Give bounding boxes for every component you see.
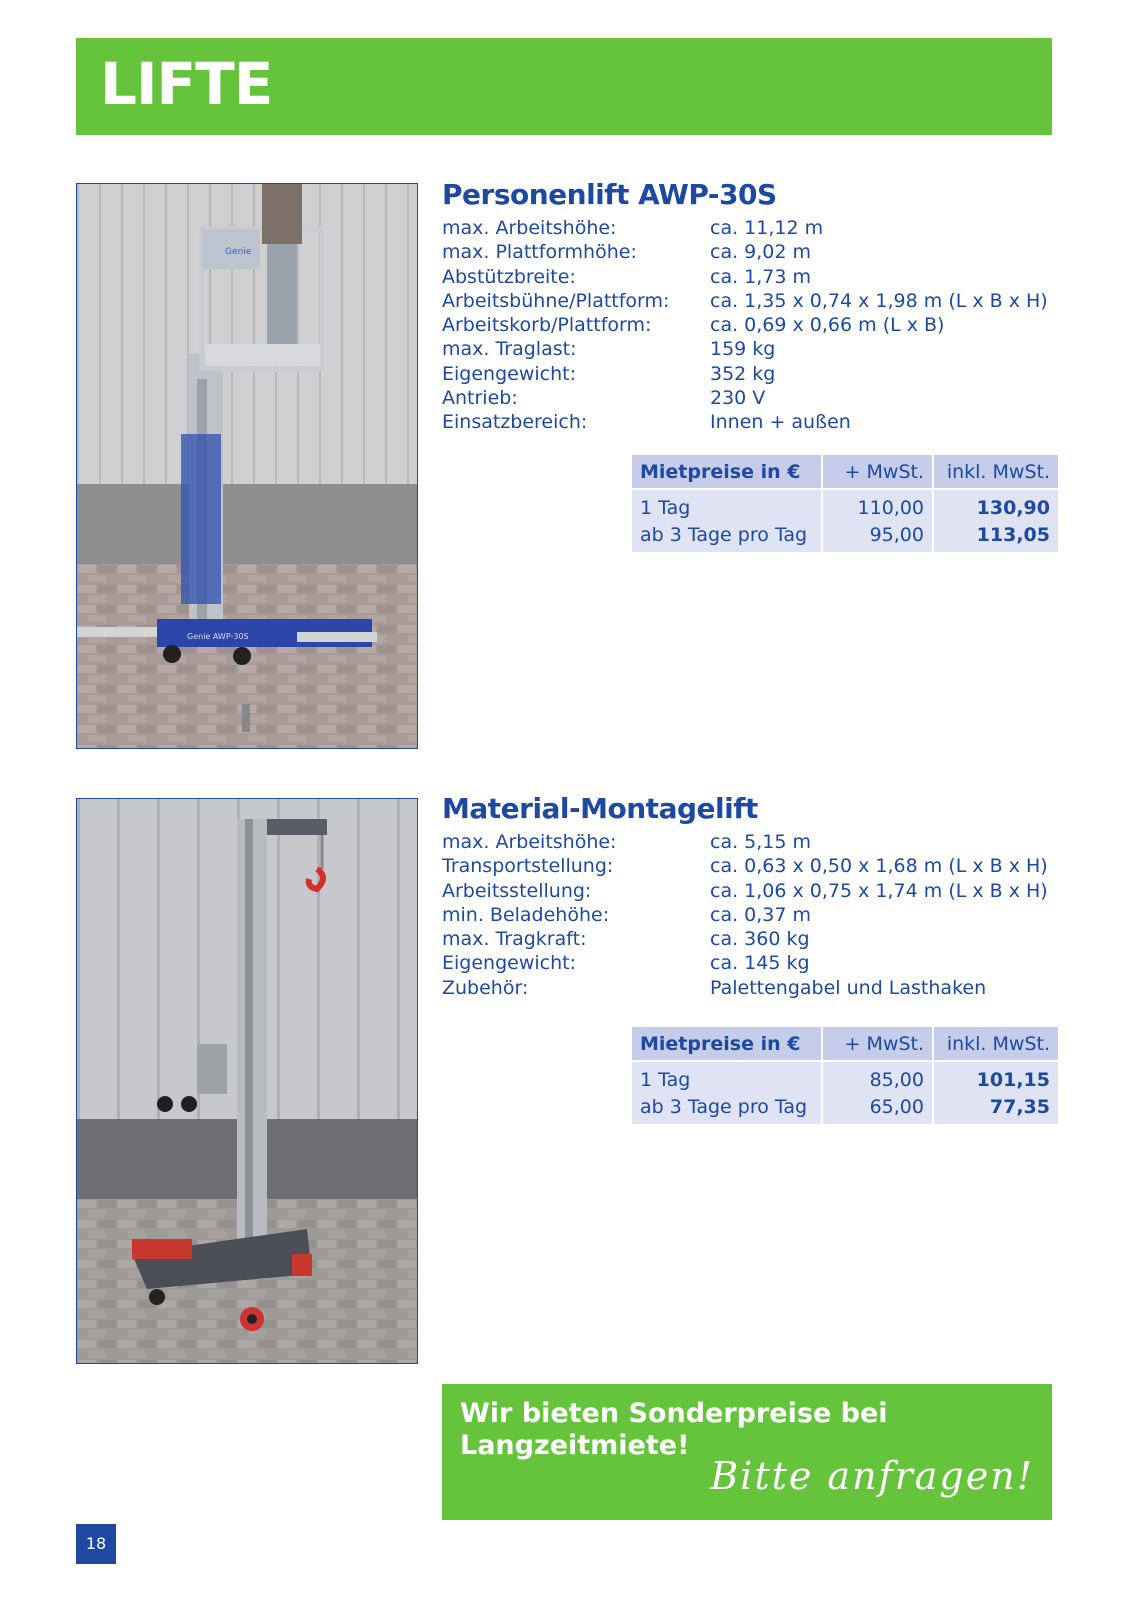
spec-row <box>442 903 1054 927</box>
product-title: Material-Montagelift <box>442 792 758 825</box>
price-net: 65,00 <box>823 1093 934 1124</box>
spec-value: ca. 1,73 m <box>710 265 812 288</box>
spec-row <box>442 927 1054 951</box>
spec-value: ca. 11,12 m <box>710 217 824 239</box>
promo-cta: Bitte anfragen! <box>710 1454 1034 1498</box>
spec-row <box>442 337 1054 361</box>
price-header-gross: inkl. MwSt. <box>934 1027 1058 1062</box>
lift-model-label: Genie AWP-30S <box>187 632 249 641</box>
spec-label: max. Arbeitshöhe: <box>442 217 617 239</box>
spec-row <box>442 386 1054 410</box>
product-materiallift <box>442 792 1054 1000</box>
spec-label: max. Arbeitshöhe: <box>442 831 617 853</box>
spec-row <box>442 830 1054 854</box>
spec-value: ca. 360 kg <box>710 928 810 951</box>
price-table-materiallift <box>632 1027 1058 1124</box>
spec-value: ca. 1,35 x 0,74 x 1,98 m (L x B x H) <box>710 289 1048 312</box>
price-header-net: + MwSt. <box>823 455 934 490</box>
spec-label: min. Beladehöhe: <box>442 903 610 926</box>
spec-label: Arbeitsbühne/Plattform: <box>442 289 670 312</box>
price-period: 1 Tag <box>632 1062 823 1093</box>
price-gross: 130,90 <box>934 490 1058 521</box>
spec-row <box>442 410 1054 434</box>
spec-value: ca. 0,37 m <box>710 903 812 926</box>
spec-label: Einsatzbereich: <box>442 411 588 434</box>
product-photo-personenlift <box>76 183 418 749</box>
table-row <box>632 521 1058 552</box>
spec-list <box>442 216 1054 435</box>
spec-value: Palettengabel und Lasthaken <box>710 976 987 999</box>
section-title: LIFTE <box>100 50 273 118</box>
spec-value: Innen + außen <box>710 411 851 434</box>
spec-label: Eigengewicht: <box>442 362 576 385</box>
price-table-personenlift <box>632 455 1058 552</box>
spec-value: 159 kg <box>710 338 776 361</box>
spec-value: ca. 0,63 x 0,50 x 1,68 m (L x B x H) <box>710 855 1048 878</box>
table-row <box>632 1093 1058 1124</box>
spec-label: max. Plattformhöhe: <box>442 241 637 264</box>
table-row <box>632 1062 1058 1093</box>
price-header-label: Mietpreise in € <box>632 1027 823 1062</box>
spec-row <box>442 362 1054 386</box>
price-period: ab 3 Tage pro Tag <box>632 521 823 552</box>
price-gross: 113,05 <box>934 521 1058 552</box>
spec-label: max. Traglast: <box>442 338 577 361</box>
spec-row <box>442 265 1054 289</box>
price-net: 85,00 <box>823 1062 934 1093</box>
spec-label: max. Tragkraft: <box>442 928 587 951</box>
spec-value: ca. 145 kg <box>710 952 810 975</box>
spec-row <box>442 289 1054 313</box>
spec-label: Transportstellung: <box>442 855 614 878</box>
product-personenlift <box>442 178 1054 435</box>
spec-row <box>442 216 1054 240</box>
spec-row <box>442 976 1054 1000</box>
spec-label: Abstützbreite: <box>442 265 576 288</box>
spec-label: Arbeitsstellung: <box>442 879 592 902</box>
promo-box <box>442 1384 1052 1520</box>
spec-value: ca. 0,69 x 0,66 m (L x B) <box>710 314 945 337</box>
spec-value: 230 V <box>710 387 766 410</box>
spec-row <box>442 854 1054 878</box>
product-photo-materiallift <box>76 798 418 1364</box>
price-header-gross: inkl. MwSt. <box>934 455 1058 490</box>
price-gross: 77,35 <box>934 1093 1058 1124</box>
spec-label: Antrieb: <box>442 387 518 410</box>
spec-label: Eigengewicht: <box>442 952 576 975</box>
price-header-label: Mietpreise in € <box>632 455 823 490</box>
spec-value: ca. 5,15 m <box>710 831 812 853</box>
promo-text: Wir bieten Sonderpreise bei Langzeitmiete! <box>460 1398 888 1461</box>
lift-brand-label: Genie <box>225 247 252 257</box>
table-row <box>632 490 1058 521</box>
price-gross: 101,15 <box>934 1062 1058 1093</box>
spec-label: Zubehör: <box>442 976 529 999</box>
spec-row <box>442 951 1054 975</box>
spec-list <box>442 830 1054 1000</box>
spec-label: Arbeitskorb/Plattform: <box>442 314 652 337</box>
spec-row <box>442 240 1054 264</box>
product-title: Personenlift AWP-30S <box>442 178 777 211</box>
price-net: 110,00 <box>823 490 934 521</box>
page-number: 18 <box>76 1524 116 1564</box>
spec-value: 352 kg <box>710 362 776 385</box>
price-header-net: + MwSt. <box>823 1027 934 1062</box>
price-period: ab 3 Tage pro Tag <box>632 1093 823 1124</box>
spec-row <box>442 313 1054 337</box>
spec-value: ca. 1,06 x 0,75 x 1,74 m (L x B x H) <box>710 879 1048 902</box>
price-period: 1 Tag <box>632 490 823 521</box>
price-net: 95,00 <box>823 521 934 552</box>
spec-value: ca. 9,02 m <box>710 241 812 264</box>
spec-row <box>442 879 1054 903</box>
section-banner <box>76 38 1052 135</box>
